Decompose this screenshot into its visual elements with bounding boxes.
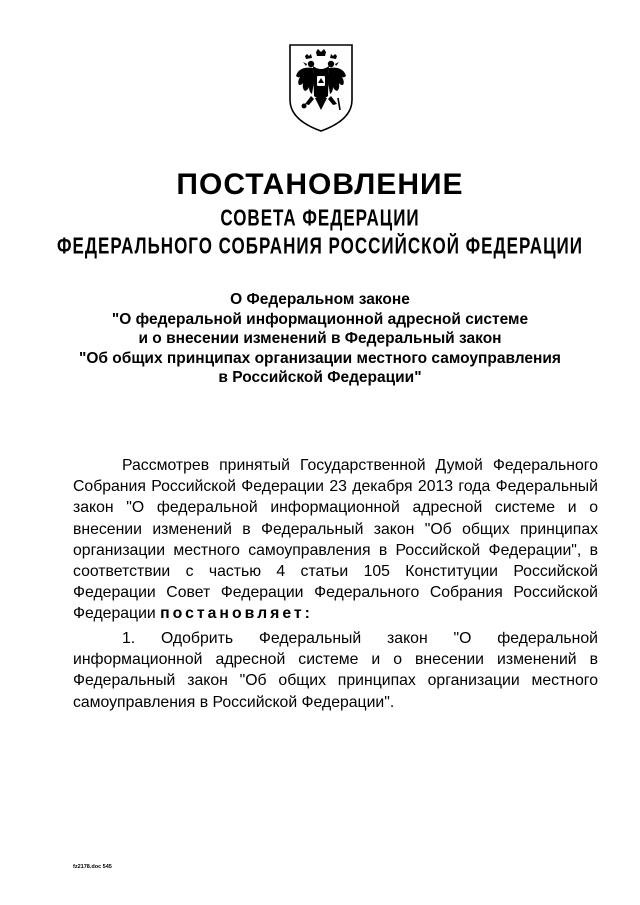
coat-of-arms-icon <box>287 42 355 134</box>
issuer-line-1: СОВЕТА ФЕДЕРАЦИИ <box>220 205 420 231</box>
subject-line: О Федеральном законе <box>230 291 410 308</box>
resolution-subject <box>60 290 580 388</box>
subject-line: и о внесении изменений в Федеральный закон <box>138 330 502 347</box>
file-reference: fz2178.doc 545 <box>73 864 112 870</box>
decision-item-1: 1. Одобрить Федеральный закон "О федеральной информационной адресной системе и о внесении изменений в Федеральный закон "Об общих принципах организации местного самоуправления в Российской Федерации". <box>73 630 598 711</box>
issuer-line-2: ФЕДЕРАЛЬНОГО СОБРАНИЯ РОССИЙСКОЙ ФЕДЕРАЦИИ <box>57 233 583 259</box>
preamble-text: Рассмотрев принятый Государственной Думой Федерального Собрания Российской Федерации 23 декабря 2013 года Федеральный закон "О федеральной информационной адресной системе и о внесении изменений в Федеральный закон "Об общих принципах организации местного самоуправления в Российской Федерации", в соответствии с частью 4 статьи 105 Конституции Российской Федерации Совет Федерации Федерального Собрания Российской Федерации <box>73 457 598 623</box>
resolves-keyword: постановляет: <box>160 605 313 623</box>
subject-line: в Российской Федерации" <box>218 369 422 386</box>
document-title: ПОСТАНОВЛЕНИЕ <box>176 168 464 201</box>
subject-line: "О федеральной информационной адресной системе <box>111 310 529 328</box>
preamble-paragraph <box>73 455 598 625</box>
subject-line: "Об общих принципах организации местного самоуправления <box>79 349 561 367</box>
